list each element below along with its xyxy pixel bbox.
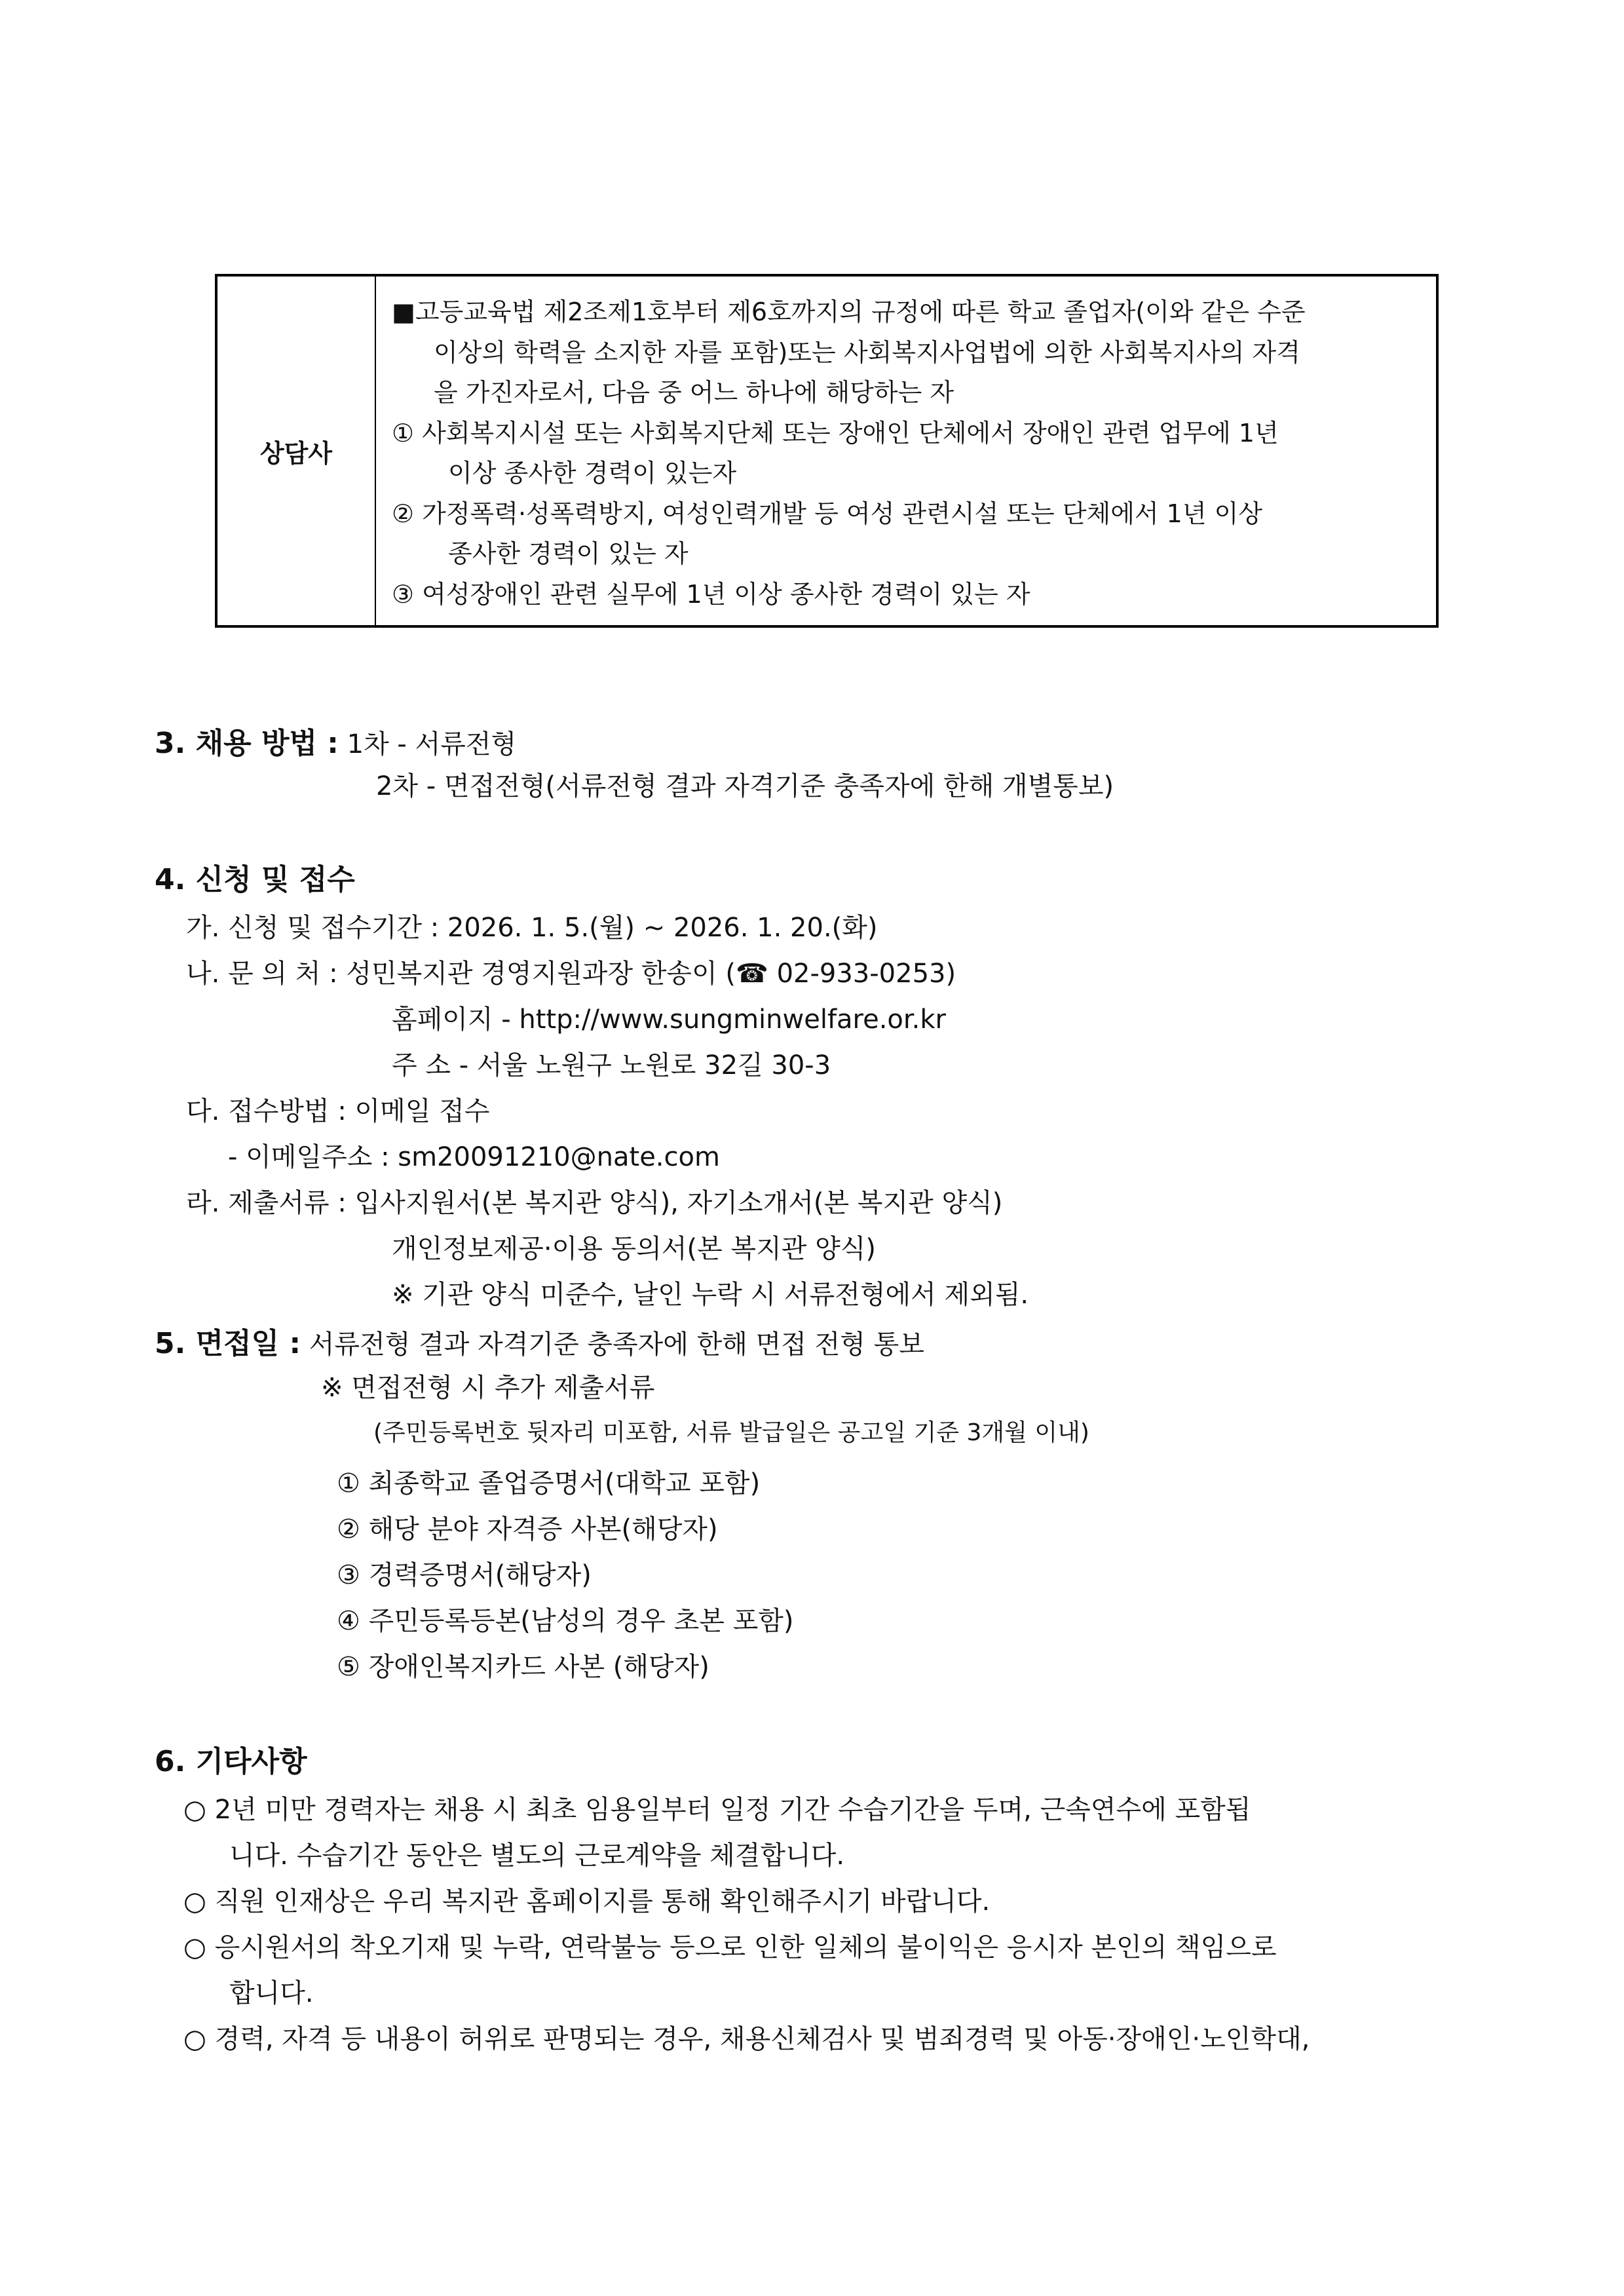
qualification-line: ③ 여성장애인 관련 실무에 1년 이상 종사한 경력이 있는 자 bbox=[392, 579, 1030, 609]
section-3-line-1: 1차 - 서류전형 bbox=[347, 729, 517, 759]
required-documents-2: 개인정보제공·이용 동의서(본 복지관 양식) bbox=[392, 1234, 876, 1264]
qualification-body bbox=[376, 277, 1436, 625]
interview-doc-item: ② 해당 분야 자격증 사본(해당자) bbox=[337, 1514, 718, 1544]
section-3-line-2: 2차 - 면접전형(서류전형 결과 자격기준 충족자에 한해 개별통보) bbox=[376, 771, 1114, 801]
interview-doc-item: ① 최종학교 졸업증명서(대학교 포함) bbox=[337, 1468, 761, 1499]
misc-item-continued: 니다. 수습기간 동안은 별도의 근로계약을 체결합니다. bbox=[229, 1841, 845, 1871]
qualification-line: 종사한 경력이 있는 자 bbox=[448, 539, 689, 568]
submission-method: 다. 접수방법 : 이메일 접수 bbox=[186, 1096, 490, 1126]
misc-item: ○ 경력, 자격 등 내용이 허위로 판명되는 경우, 채용신체검사 및 범죄경력 및 아동·장애인·노인학대, bbox=[183, 2024, 1310, 2054]
section-3-title: 3. 채용 방법 : bbox=[155, 727, 339, 760]
interview-doc-item: ③ 경력증명서(해당자) bbox=[337, 1560, 592, 1590]
qualification-line: ② 가정폭력·성폭력방지, 여성인력개발 등 여성 관련시설 또는 단체에서 1년 이상 bbox=[392, 499, 1263, 528]
required-documents: 라. 제출서류 : 입사지원서(본 복지관 양식), 자기소개서(본 복지관 양식) bbox=[186, 1188, 1003, 1218]
contact-info: 나. 문 의 처 : 성민복지관 경영지원과장 한송이 (☎ 02-933-0253) bbox=[186, 959, 956, 989]
qualification-line: 을 가진자로서, 다음 중 어느 하나에 해당하는 자 bbox=[434, 378, 954, 407]
misc-item: ○ 2년 미만 경력자는 채용 시 최초 임용일부터 일정 기간 수습기간을 두며, 근속연수에 포함됩 bbox=[183, 1795, 1251, 1825]
interview-doc-item: ⑤ 장애인복지카드 사본 (해당자) bbox=[337, 1652, 709, 1682]
section-5-line-1: 서류전형 결과 자격기준 충족자에 한해 면접 전형 통보 bbox=[309, 1330, 924, 1360]
section-4-title: 4. 신청 및 접수 bbox=[155, 863, 355, 896]
address: 주 소 - 서울 노원구 노원로 32길 30-3 bbox=[392, 1050, 831, 1081]
section-5-title: 5. 면접일 : bbox=[155, 1327, 301, 1360]
qualification-table bbox=[215, 274, 1439, 628]
misc-item-continued: 합니다. bbox=[229, 1978, 314, 2008]
section-3-heading bbox=[155, 719, 516, 761]
qualification-line: 이상의 학력을 소지한 자를 포함)또는 사회복지사업법에 의한 사회복지사의 자격 bbox=[434, 337, 1300, 367]
qualification-header: 상담사 bbox=[217, 277, 376, 625]
interview-note: ※ 면접전형 시 추가 제출서류 bbox=[321, 1373, 655, 1403]
interview-doc-item: ④ 주민등록등본(남성의 경우 초본 포함) bbox=[337, 1606, 794, 1636]
qualification-line: 이상 종사한 경력이 있는자 bbox=[448, 459, 737, 488]
interview-note-2: (주민등록번호 뒷자리 미포함, 서류 발급일은 공고일 기준 3개월 이내) bbox=[373, 1419, 1089, 1446]
application-period: 가. 신청 및 접수기간 : 2026. 1. 5.(월) ~ 2026. 1. 20.(화) bbox=[186, 913, 878, 943]
qualification-line: ① 사회복지시설 또는 사회복지단체 또는 장애인 단체에서 장애인 관련 업무에 1년 bbox=[392, 418, 1279, 448]
qualification-line: ■고등교육법 제2조제1호부터 제6호까지의 규정에 따른 학교 졸업자(이와 같은 수준 bbox=[392, 297, 1306, 326]
section-5-heading bbox=[155, 1320, 924, 1362]
homepage-url: 홈페이지 - http://www.sungminwelfare.or.kr bbox=[392, 1004, 947, 1035]
misc-item: ○ 응시원서의 착오기재 및 누락, 연락불능 등으로 인한 일체의 불이익은 응시자 본인의 책임으로 bbox=[183, 1932, 1277, 1962]
email-address: - 이메일주소 : sm20091210@nate.com bbox=[228, 1142, 720, 1172]
section-6-title: 6. 기타사항 bbox=[155, 1745, 307, 1778]
misc-item: ○ 직원 인재상은 우리 복지관 홈페이지를 통해 확인해주시기 바랍니다. bbox=[183, 1886, 991, 1917]
required-documents-note: ※ 기관 양식 미준수, 날인 누락 시 서류전형에서 제외됨. bbox=[392, 1280, 1029, 1310]
